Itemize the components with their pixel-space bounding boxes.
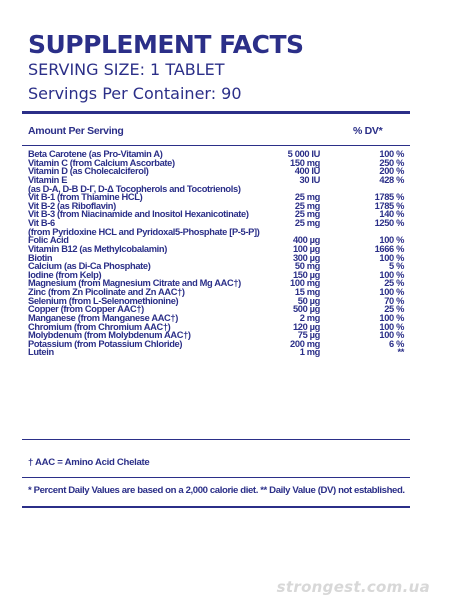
nutrient-daily-value: 100 % <box>379 252 404 263</box>
table-row <box>28 348 408 357</box>
nutrient-amount: 15 mg <box>294 287 320 297</box>
nutrient-name: Vitamin B12 (as Methylcobalamin) <box>28 243 167 254</box>
nutrient-name: Vit B-6 <box>28 218 55 228</box>
nutrient-amount: 120 µg <box>292 321 320 332</box>
nutrient-daily-value: 25 % <box>384 278 404 289</box>
nutrient-amount: 150 mg <box>290 157 320 168</box>
nutrient-daily-value: 70 % <box>384 295 404 306</box>
nutrient-amount: 50 µg <box>297 295 320 306</box>
nutrient-amount: 5 000 IU <box>287 149 320 159</box>
nutrient-daily-value: 100 % <box>379 149 404 159</box>
nutrient-daily-value: 200 % <box>379 166 404 177</box>
nutrient-amount: 1 mg <box>299 347 320 358</box>
nutrient-amount: 100 mg <box>290 278 320 289</box>
daily-value-header: % DV* <box>353 125 383 137</box>
nutrient-name: Chromium (from Chromium AAC†) <box>28 321 171 332</box>
nutrient-daily-value: 100 % <box>379 269 404 280</box>
nutrient-daily-value: 100 % <box>379 321 404 332</box>
page-title: SUPPLEMENT FACTS <box>28 30 304 59</box>
nutrient-daily-value: 140 % <box>379 209 404 220</box>
daily-value-footnote: * Percent Daily Values are based on a 2,000 calorie diet. ** Daily Value (DV) not established. <box>28 485 405 496</box>
nutrient-name: Vit B-3 (from Niacinamide and Inositol Hexanicotinate) <box>28 209 249 220</box>
nutrient-amount: 75 µg <box>297 330 320 341</box>
nutrient-amount: 400 IU <box>294 166 320 177</box>
serving-size: SERVING SIZE: 1 TABLET <box>28 60 225 79</box>
nutrient-amount: 25 mg <box>294 192 320 203</box>
table-bottom-divider <box>22 439 410 440</box>
nutrient-name: Selenium (from L-Selenomethionine) <box>28 295 179 306</box>
amount-per-serving-header: Amount Per Serving <box>28 125 124 137</box>
nutrient-amount: 400 µg <box>292 235 320 246</box>
nutrient-amount: 500 µg <box>292 304 320 315</box>
nutrient-name: (as D-A, D-B D-Γ, D-Δ Tocopherols and Tocotrienols) <box>28 183 241 194</box>
nutrient-daily-value: 1250 % <box>374 218 404 228</box>
nutrient-amount: 200 mg <box>290 338 320 349</box>
nutrient-name: Vitamin C (from Calcium Ascorbate) <box>28 157 175 168</box>
nutrient-daily-value: 5 % <box>389 261 404 272</box>
nutrient-amount: 100 µg <box>292 243 320 254</box>
nutrient-daily-value: 1785 % <box>374 200 404 211</box>
nutrient-amount: 2 mg <box>299 312 320 323</box>
nutrient-name: Copper (from Copper AAC†) <box>28 304 144 315</box>
nutrient-name: Zinc (from Zn Picolinate and Zn AAC†) <box>28 287 185 297</box>
table-row <box>28 228 408 237</box>
nutrient-name: Biotin <box>28 252 53 263</box>
table-row <box>28 245 408 254</box>
nutrient-name: Vit B-1 (from Thiamine HCL) <box>28 192 143 203</box>
nutrient-daily-value: 25 % <box>384 304 404 315</box>
nutrient-daily-value: 100 % <box>379 287 404 297</box>
nutrient-name: Iodine (from Kelp) <box>28 269 102 280</box>
nutrient-amount: 25 mg <box>294 218 320 228</box>
table-row <box>28 167 408 176</box>
nutrient-name: Magnesium (from Magnesium Citrate and Mg AAC†) <box>28 278 241 289</box>
nutrient-name: Calcium (as Di-Ca Phosphate) <box>28 261 151 272</box>
nutrient-daily-value: 1785 % <box>374 192 404 203</box>
nutrient-amount: 300 µg <box>292 252 320 263</box>
footnote-divider <box>22 477 410 478</box>
table-row <box>28 210 408 219</box>
nutrient-name: Vit B-2 (as Riboflavin) <box>28 200 116 211</box>
nutrient-amount: 25 mg <box>294 209 320 220</box>
nutrient-amount: 150 µg <box>292 269 320 280</box>
nutrient-daily-value: 100 % <box>379 235 404 246</box>
nutrient-name: Beta Carotene (as Pro-Vitamin A) <box>28 149 163 159</box>
nutrient-name: Potassium (from Potassium Chloride) <box>28 338 183 349</box>
nutrient-daily-value: 6 % <box>389 338 404 349</box>
nutrient-daily-value: 250 % <box>379 157 404 168</box>
header-divider <box>22 145 410 146</box>
nutrient-amount: 30 IU <box>299 174 320 185</box>
nutrient-name: Lutein <box>28 347 54 358</box>
top-divider <box>22 111 410 114</box>
nutrient-amount: 25 mg <box>294 200 320 211</box>
aac-footnote: † AAC = Amino Acid Chelate <box>28 457 150 468</box>
bottom-divider <box>22 506 410 508</box>
table-row <box>28 340 408 349</box>
nutrient-name: Folic Acid <box>28 235 69 246</box>
nutrient-name: Vitamin E <box>28 174 68 185</box>
servings-per-container: Servings Per Container: 90 <box>28 84 242 103</box>
nutrient-daily-value: 1666 % <box>374 243 404 254</box>
nutrient-amount: 50 mg <box>294 261 320 272</box>
nutrient-name: Manganese (from Manganese AAC†) <box>28 312 178 323</box>
nutrient-daily-value: 100 % <box>379 312 404 323</box>
nutrient-daily-value: ** <box>397 347 404 358</box>
nutrient-name: Molybdenum (from Molybdenum AAC†) <box>28 330 191 341</box>
nutrient-name: Vitamin D (as Cholecalciferol) <box>28 166 149 177</box>
watermark: strongest.com.ua <box>276 578 430 596</box>
nutrient-name: (from Pyridoxine HCL and Pyridoxal5-Phosphate [P-5-P]) <box>28 226 260 237</box>
nutrient-daily-value: 428 % <box>379 174 404 185</box>
nutrient-daily-value: 100 % <box>379 330 404 341</box>
nutrient-table <box>28 150 408 357</box>
